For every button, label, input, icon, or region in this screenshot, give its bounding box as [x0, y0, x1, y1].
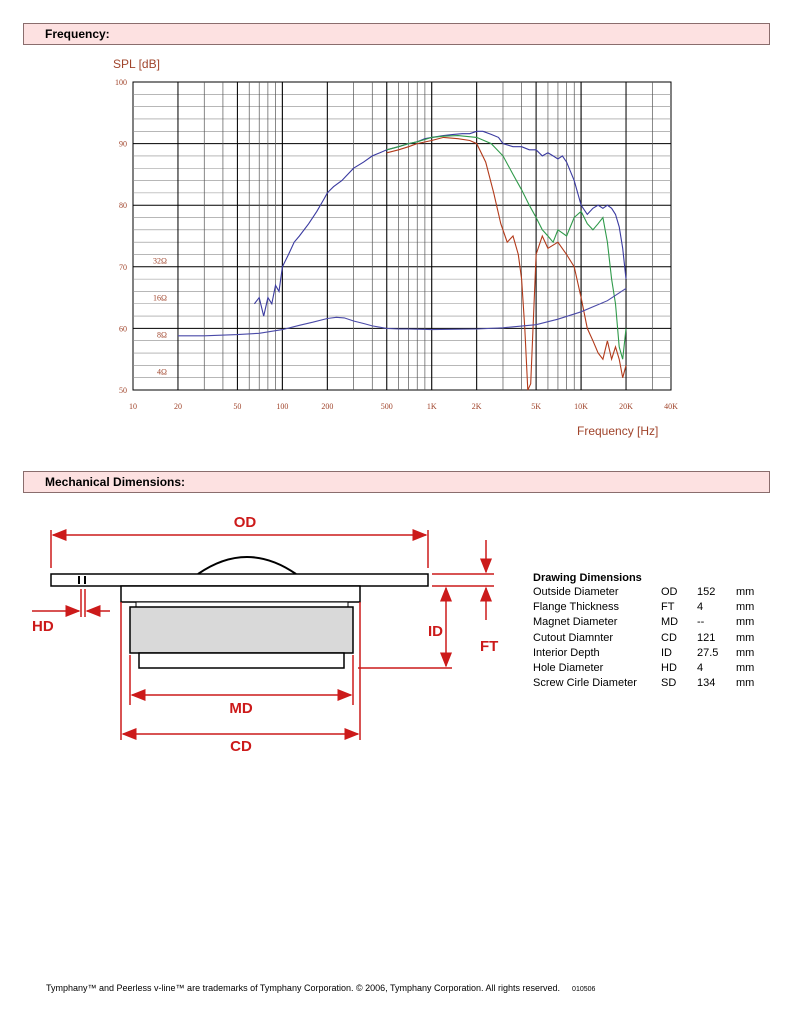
x-tick-label: 100	[276, 402, 289, 411]
dimension-value: --	[697, 616, 705, 629]
ft-label: FT	[480, 638, 499, 655]
mechanical-section-title: Mechanical Dimensions:	[45, 475, 186, 489]
y-tick-label: 60	[119, 324, 127, 334]
dimension-label: Cutout Diamnter	[533, 631, 614, 644]
dimension-unit: mm	[736, 661, 755, 674]
table-row	[533, 646, 755, 662]
dimension-unit: mm	[736, 677, 755, 690]
table-row	[533, 631, 755, 647]
mounting-hole	[78, 576, 80, 584]
frequency-section-header	[23, 23, 770, 45]
y-tick-label: 90	[119, 139, 127, 149]
dimension-abbr: MD	[661, 616, 679, 629]
x-tick-label: 200	[321, 402, 334, 411]
flange-shape	[51, 574, 428, 586]
impedance-label: 32Ω	[153, 256, 167, 266]
impedance-label: 8Ω	[157, 330, 167, 340]
dimension-abbr: OD	[661, 586, 678, 598]
dimension-value: 4	[697, 661, 704, 674]
dimension-abbr: ID	[661, 646, 672, 659]
y-axis-label: SPL [dB]	[113, 57, 160, 71]
dimension-label: Interior Depth	[533, 646, 600, 659]
table-row	[533, 661, 755, 677]
mounting-hole	[84, 576, 86, 584]
x-tick-label: 40K	[664, 402, 678, 411]
dimensions-title: Drawing Dimensions	[533, 572, 642, 584]
footer-code: 010506	[572, 986, 596, 993]
dimension-value: 121	[697, 631, 716, 644]
back-plate	[139, 653, 344, 668]
dimension-abbr: HD	[661, 661, 677, 674]
dimension-abbr: SD	[661, 677, 677, 690]
basket-shape	[121, 586, 360, 602]
table-row	[533, 616, 755, 631]
x-tick-label: 1K	[426, 402, 437, 411]
dimension-label: Magnet Diameter	[533, 616, 618, 629]
plot-area	[133, 82, 671, 390]
frequency-response-chart	[100, 50, 690, 445]
mechanical-section-header	[23, 471, 770, 493]
dimension-value: 4	[697, 601, 704, 614]
table-row	[533, 586, 755, 601]
y-tick-label: 70	[119, 262, 127, 272]
table-row	[533, 601, 755, 616]
impedance-label: 4Ω	[157, 367, 167, 377]
dimension-label: Flange Thickness	[533, 601, 620, 614]
y-tick-label: 80	[119, 201, 127, 211]
x-tick-label: 50	[233, 402, 242, 411]
dimension-value: 27.5	[697, 646, 719, 659]
impedance-label: 16Ω	[153, 293, 167, 303]
x-tick-label: 2K	[471, 402, 482, 411]
id-label: ID	[428, 623, 443, 640]
x-axis-label: Frequency [Hz]	[577, 424, 659, 438]
od-label: OD	[233, 514, 257, 531]
dimension-unit: mm	[736, 631, 755, 644]
dimension-value: 152	[697, 586, 716, 598]
hd-label: HD	[32, 618, 54, 635]
footer	[46, 983, 595, 993]
md-label: MD	[229, 700, 253, 717]
dimension-unit: mm	[736, 616, 755, 629]
frequency-section-title: Frequency:	[45, 27, 110, 41]
x-tick-label: 10K	[574, 402, 588, 411]
dimension-abbr: CD	[661, 631, 677, 644]
x-tick-label: 5K	[531, 402, 542, 411]
footer-text: Tymphany™ and Peerless v-line™ are trademarks of Tymphany Corporation. © 2006, Tymphany Corporation. All rights reserved.	[46, 983, 561, 993]
y-tick-label: 100	[115, 78, 127, 87]
dimension-unit: mm	[736, 586, 755, 598]
magnet-shape	[130, 607, 353, 653]
y-tick-label: 50	[119, 386, 127, 395]
x-tick-label: 20K	[619, 402, 633, 411]
dimension-label: Outside Diameter	[533, 586, 619, 598]
dome-shape	[198, 557, 296, 574]
x-tick-label: 10	[129, 402, 137, 411]
cd-label: CD	[230, 738, 252, 755]
drawing-dimensions-table	[533, 572, 755, 692]
mechanical-drawing	[20, 505, 500, 760]
table-row	[533, 677, 755, 692]
dimension-unit: mm	[736, 601, 755, 614]
dimension-label: Hole Diameter	[533, 661, 604, 674]
x-tick-label: 500	[380, 402, 393, 411]
dimension-label: Screw Cirle Diameter	[533, 677, 637, 690]
dimension-value: 134	[697, 677, 716, 690]
dimension-unit: mm	[736, 646, 755, 659]
dimension-abbr: FT	[661, 601, 675, 614]
x-tick-label: 20	[173, 402, 182, 411]
